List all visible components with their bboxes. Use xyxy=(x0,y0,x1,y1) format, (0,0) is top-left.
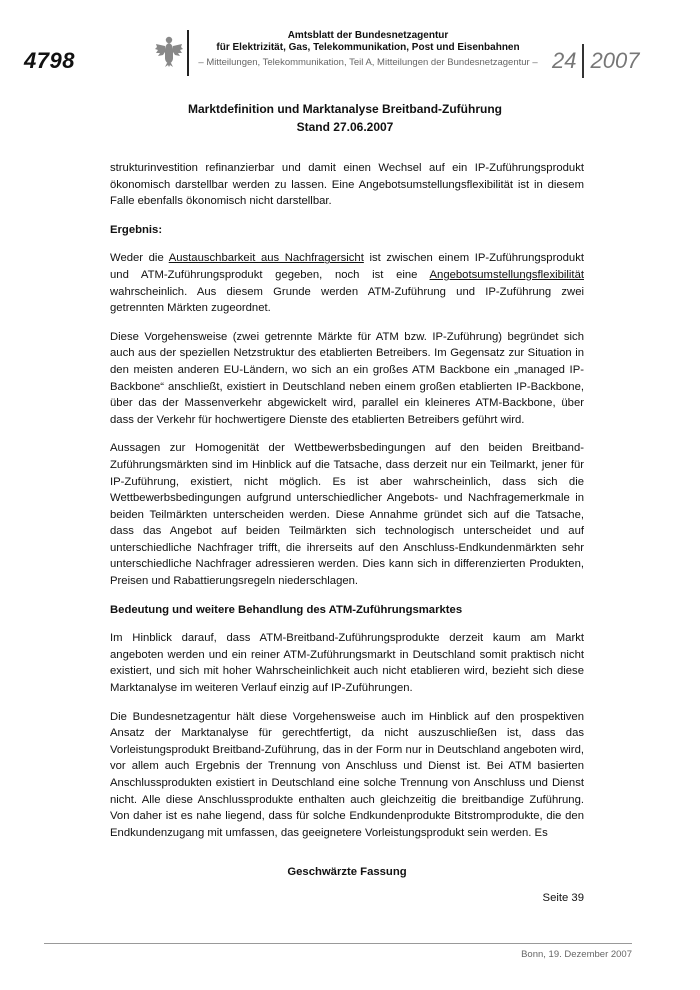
heading-bedeutung: Bedeutung und weitere Behandlung des ATM-Zuführungsmarktes xyxy=(110,603,463,616)
paragraph-2-part-a: Weder die xyxy=(110,252,169,265)
redacted-version-label: Geschwärzte Fassung xyxy=(287,866,407,878)
publication-title: Amtsblatt der Bundesnetzagentur xyxy=(287,30,449,41)
heading-ergebnis: Ergebnis: xyxy=(110,223,163,236)
document-title-line2: Stand 27.06.2007 xyxy=(296,120,394,134)
page-footer-number: Seite 39 xyxy=(542,892,584,904)
paragraph-6: Die Bundesnetzagentur hält diese Vorgehensweise auch im Hinblick auf den prospektiven Ansatz der Marktanalyse für gerechtfertigt, da nicht auszuschließen ist, dass das Vorleistungsprodukt Breitband-Zuführung, das in der Form nur in Deutschland angeboten wird, vor allem auch Ergebnis der Trennung von Anschluss und Dienst ist. Bei ATM basierten Anschlussprodukten existiert in Deutschland eine solche Trennung von Anschluss und Dienst nicht. Alle diese Anschlussprodukte enthalten auch gleichzeitig die breitbandige Zuführung. Von daher ist es nahe liegend, dass für solche Endkundenprodukte Bitstromprodukte, die den Endkundenzugang mit umfassen, das geeignetere Vorleistungsprodukt sein werden. Es xyxy=(110,710,584,839)
paragraph-2 xyxy=(110,250,584,316)
paragraph-4: Aussagen zur Homogenität der Wettbewerbsbedingungen auf den beiden Breitband-Zuführungsmärkten sind im Hinblick auf die Tatsache, dass derzeit nur ein Teilmarkt, jener für IP-Zuführung, existiert, nicht möglich. Es ist aber wahrscheinlich, dass sich die Wettbewerbsbedingungen aufgrund unterschiedlicher Angebots- und Nachfragemerkmale in beiden Teilmärkten unterscheiden werden. Diese Annahme gründet sich auf die Tatsache, dass das Angebot auf beiden Teilmärkten sich technologisch unterscheidet und auf unterschiedliche Nachfrager trifft, die ihrerseits auf den Anschluss-Endkundenmärkten sehr unterschiedliche Nachfrager adressieren werden. Dies kann sich in differenzierten Produkten, Preisen und Rabattierungsregeln niederschlagen. xyxy=(110,442,584,588)
paragraph-2-part-c: wahrscheinlich. Aus diesem Grunde werden ATM-Zuführung und IP-Zuführung zwei getrennten Märkten zugeordnet. xyxy=(110,285,584,315)
publication-header xyxy=(193,30,543,69)
underlined-term-angebotsumstellung: Angebotsumstellungsflexibilität xyxy=(429,268,584,281)
issue-number: 24 xyxy=(552,48,577,73)
footer-divider xyxy=(44,943,632,944)
paragraph-5: Im Hinblick darauf, dass ATM-Breitband-Zuführungsprodukte derzeit kaum am Markt angeboten werden und ein reiner ATM-Zuführungsmarkt in Deutschland somit praktisch nicht existiert, und sich mit hoher Wahrscheinlichkeit auch nicht etablieren wird, bezieht sich diese Marktanalyse im weiteren Verlauf einzig auf IP-Zuführungen. xyxy=(110,632,584,695)
paragraph-3: Diese Vorgehensweise (zwei getrennte Märkte für ATM bzw. IP-Zuführung) begründet sich auch aus der speziellen Netzstruktur des etablierten Betreibers. Im Gegensatz zur Situation in den meisten anderen EU-Ländern, wo sich an ein großes ATM Backbone ein „managed IP-Backbone“ anschließt, existiert in Deutschland neben einem großen etablierten IP-Backbone, über das der Massenverkehr abgewickelt wird, parallel ein kleineres ATM-Backbone, über dass der Verkehr für hochwertigere Dienste des etablierten Betreibers geführt wird. xyxy=(110,330,584,426)
issue-divider xyxy=(582,44,584,78)
federal-eagle-icon xyxy=(154,34,184,68)
paragraph-2-part-b: ist zwischen einem IP-Zuführungsprodukt und ATM-Zuführungsprodukt gegeben, noch ist eine xyxy=(110,252,584,281)
underlined-term-austauschbarkeit: Austauschbarkeit aus Nachfragersicht xyxy=(168,252,364,265)
publication-date: Bonn, 19. Dezember 2007 xyxy=(521,949,632,960)
page-number: 4798 xyxy=(24,48,75,73)
issue-year: 2007 xyxy=(590,48,640,73)
document-title xyxy=(110,100,580,136)
publication-section: – Mitteilungen, Telekommunikation, Teil A, Mitteilungen der Bundesnetzagentur – xyxy=(198,57,538,68)
header-divider xyxy=(187,30,189,76)
issue-label xyxy=(552,44,639,78)
publication-subtitle: für Elektrizität, Gas, Telekommunikation, Post und Eisenbahnen xyxy=(216,42,520,53)
body-text xyxy=(110,160,584,853)
paragraph-1: strukturinvestition refinanzierbar und damit einen Wechsel auf ein IP-Zuführungsprodukt ökonomisch darstellbar werden zu lassen. Eine Angebotsumstellungsflexibilität ist in diesem Falle ebenfalls ökonomisch nicht darstellbar. xyxy=(110,162,584,208)
document-title-line1: Marktdefinition und Marktanalyse Breitband-Zuführung xyxy=(187,102,502,116)
